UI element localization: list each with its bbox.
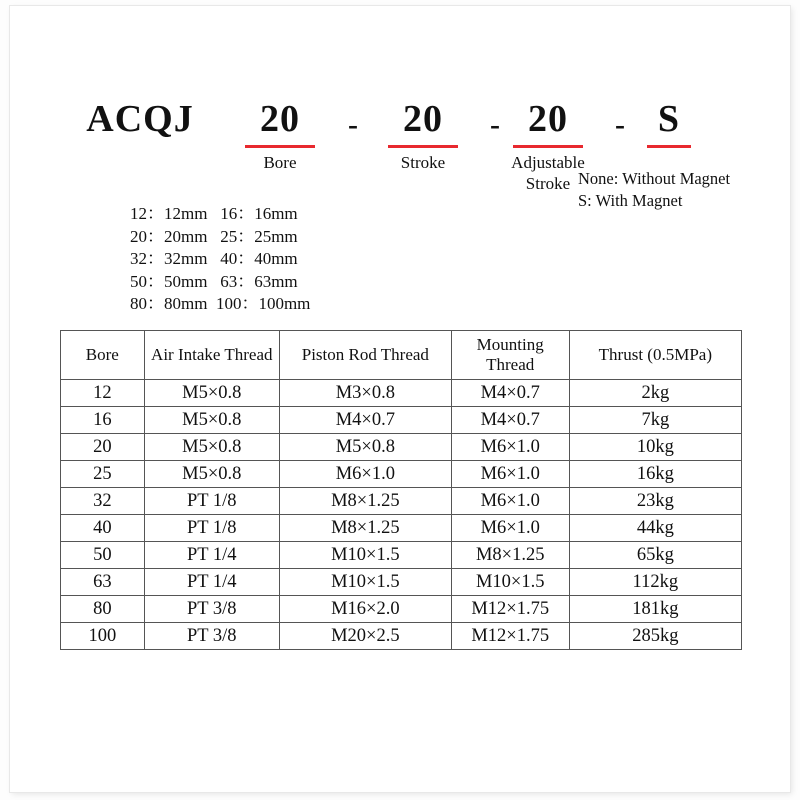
cell-bore: 40	[61, 515, 145, 542]
cell-mount: M12×1.75	[451, 623, 569, 650]
cell-mount: M4×0.7	[451, 380, 569, 407]
cell-intake: PT 1/8	[144, 515, 279, 542]
cell-intake: M5×0.8	[144, 434, 279, 461]
table-row	[61, 461, 742, 488]
table-row	[61, 596, 742, 623]
model-code-adjustable-stroke-caption: Adjustable Stroke	[511, 153, 585, 193]
cell-piston: M5×0.8	[279, 434, 451, 461]
table-row	[61, 623, 742, 650]
cell-bore: 63	[61, 569, 145, 596]
cell-mount: M6×1.0	[451, 515, 569, 542]
cell-thrust: 10kg	[569, 434, 741, 461]
model-code-dash-3: -	[615, 108, 625, 141]
bore-legend-row: 20：20mm 25：25mm	[130, 226, 298, 246]
model-code-series	[80, 96, 200, 142]
column-header-bore: Bore	[61, 331, 145, 380]
cell-intake: M5×0.8	[144, 380, 279, 407]
cell-piston: M3×0.8	[279, 380, 451, 407]
cell-intake: PT 3/8	[144, 596, 279, 623]
cell-intake: PT 1/4	[144, 542, 279, 569]
magnet-note-line-1: None: Without Magnet	[578, 169, 731, 188]
cell-thrust: 112kg	[569, 569, 741, 596]
magnet-note-line-2: S: With Magnet	[578, 191, 683, 210]
column-header-air-intake: Air Intake Thread	[144, 331, 279, 380]
cell-intake: PT 1/4	[144, 569, 279, 596]
column-header-thrust: Thrust (0.5MPa)	[569, 331, 741, 380]
magnet-note	[578, 168, 730, 212]
cell-piston: M6×1.0	[279, 461, 451, 488]
column-header-mounting: Mounting Thread	[451, 331, 569, 380]
model-code-dash-2: -	[490, 108, 500, 141]
cell-piston: M20×2.5	[279, 623, 451, 650]
cell-thrust: 2kg	[569, 380, 741, 407]
cell-mount: M6×1.0	[451, 488, 569, 515]
table-row	[61, 380, 742, 407]
cell-bore: 32	[61, 488, 145, 515]
cell-mount: M6×1.0	[451, 461, 569, 488]
cell-intake: PT 3/8	[144, 623, 279, 650]
model-code-magnet-value: S	[657, 98, 681, 140]
table-row	[61, 515, 742, 542]
cell-thrust: 65kg	[569, 542, 741, 569]
cell-bore: 100	[61, 623, 145, 650]
cell-piston: M16×2.0	[279, 596, 451, 623]
cell-intake: PT 1/8	[144, 488, 279, 515]
model-code-part-bore	[220, 96, 340, 173]
model-code-part-magnet	[612, 96, 726, 148]
bore-legend-row: 80：80mm 100：100mm	[130, 294, 311, 313]
bore-legend-row: 50：50mm 63：63mm	[130, 271, 298, 291]
cell-thrust: 23kg	[569, 488, 741, 515]
cell-bore: 25	[61, 461, 145, 488]
cell-piston: M8×1.25	[279, 515, 451, 542]
cell-piston: M8×1.25	[279, 488, 451, 515]
model-code-adjustable-stroke-value: 20	[528, 98, 568, 140]
model-code-bore-value: 20	[260, 98, 300, 140]
bore-legend-row: 32：32mm 40：40mm	[130, 249, 298, 268]
model-code-stroke-value: 20	[403, 98, 443, 140]
cell-mount: M6×1.0	[451, 434, 569, 461]
cell-mount: M12×1.75	[451, 596, 569, 623]
column-header-piston-rod: Piston Rod Thread	[279, 331, 451, 380]
cell-intake: M5×0.8	[144, 461, 279, 488]
cell-thrust: 7kg	[569, 407, 741, 434]
model-code-stroke-caption: Stroke	[400, 153, 446, 172]
cell-thrust: 285kg	[569, 623, 741, 650]
cell-bore: 20	[61, 434, 145, 461]
spec-table-body	[61, 380, 742, 650]
cell-intake: M5×0.8	[144, 407, 279, 434]
model-code-part-stroke	[360, 96, 486, 173]
cell-mount: M4×0.7	[451, 407, 569, 434]
spec-table	[60, 330, 742, 650]
cell-bore: 16	[61, 407, 145, 434]
cell-bore: 12	[61, 380, 145, 407]
bore-legend	[130, 203, 310, 316]
bore-legend-row: 12：12mm 16：16mm	[130, 204, 298, 223]
cell-bore: 50	[61, 542, 145, 569]
cell-piston: M10×1.5	[279, 569, 451, 596]
spec-table-head	[61, 331, 742, 380]
cell-mount: M10×1.5	[451, 569, 569, 596]
table-header-row	[61, 331, 742, 380]
table-row	[61, 542, 742, 569]
cell-thrust: 181kg	[569, 596, 741, 623]
cell-thrust: 16kg	[569, 461, 741, 488]
model-code-dash-1: -	[348, 108, 358, 141]
table-row	[61, 569, 742, 596]
model-code-bore-caption: Bore	[263, 153, 297, 172]
cell-mount: M8×1.25	[451, 542, 569, 569]
cell-piston: M10×1.5	[279, 542, 451, 569]
table-row	[61, 407, 742, 434]
table-row	[61, 434, 742, 461]
cell-thrust: 44kg	[569, 515, 741, 542]
cell-piston: M4×0.7	[279, 407, 451, 434]
model-code-series-text: ACQJ	[86, 98, 194, 140]
cell-bore: 80	[61, 596, 145, 623]
table-row	[61, 488, 742, 515]
